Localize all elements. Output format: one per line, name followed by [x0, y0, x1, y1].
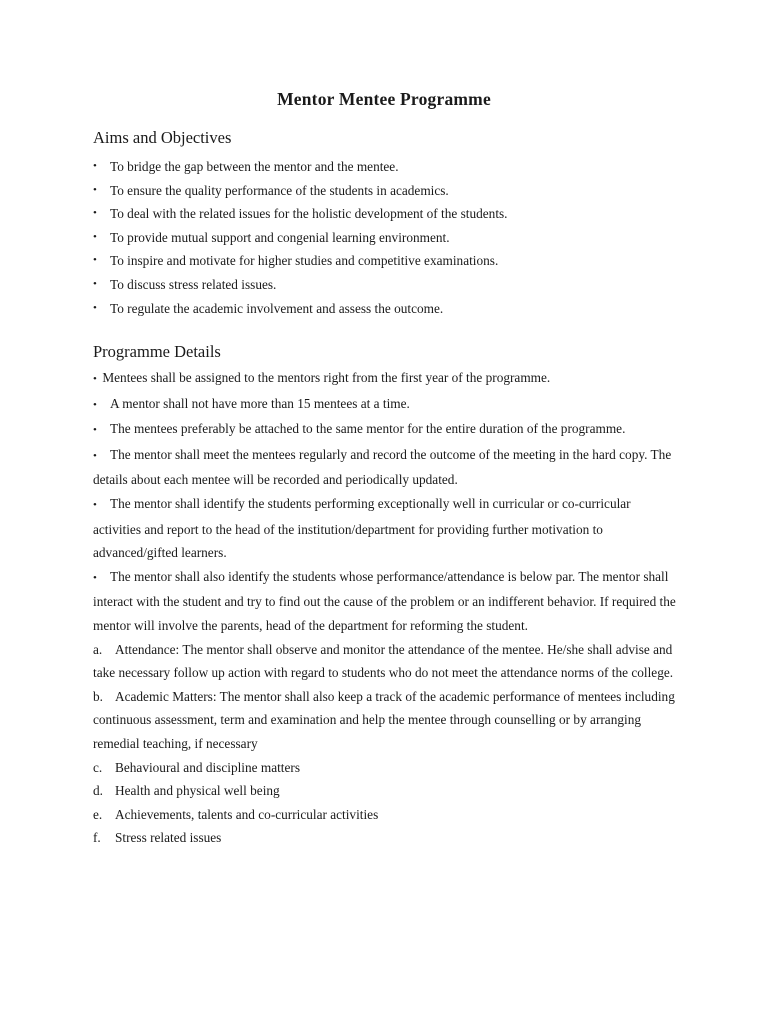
lettered-item-marker: f.: [93, 830, 101, 846]
aims-list-item: [93, 179, 693, 203]
aims-list-item: [93, 202, 693, 226]
bullet-icon: •: [93, 277, 97, 290]
lettered-item: [93, 685, 678, 756]
bullet-icon: •: [93, 449, 97, 462]
aims-item-text: To provide mutual support and congenial learning environment.: [110, 229, 450, 245]
aims-item-text: To regulate the academic involvement and assess the outcome.: [110, 300, 444, 316]
bullet-icon: •: [93, 398, 97, 411]
details-paragraph: [93, 366, 678, 392]
lettered-item-marker: d.: [93, 783, 103, 799]
aims-item-text: To bridge the gap between the mentor and the mentee.: [110, 159, 399, 174]
lettered-item-text: Attendance: The mentor shall observe and monitor the attendance of the mentee. He/she shall advise and take necessary follow up action with regard to students who do not meet the attendance norms of the college.: [93, 641, 674, 681]
aims-list-item: [93, 273, 693, 297]
aims-list-item: [93, 155, 693, 179]
aims-list-item: [93, 226, 693, 250]
bullet-icon: •: [93, 160, 97, 172]
bullet-icon: •: [93, 254, 97, 267]
bullet-icon: •: [93, 498, 97, 511]
lettered-item-text: Achievements, talents and co-curricular activities: [115, 806, 379, 822]
aims-list-item: [93, 297, 693, 321]
bullet-icon: •: [93, 424, 97, 437]
lettered-item-marker: e.: [93, 806, 103, 822]
bullet-icon: •: [93, 183, 97, 196]
lettered-item: [93, 826, 678, 850]
lettered-item-marker: a.: [93, 641, 103, 657]
details-paragraph-text: The mentor shall meet the mentees regularly and record the outcome of the meeting in the hard copy. The details about each mentee will be recorded and periodically updated.: [93, 446, 672, 488]
lettered-item-text: Stress related issues: [115, 830, 222, 846]
lettered-item: [93, 803, 678, 827]
aims-item-text: To inspire and motivate for higher studies and competitive examinations.: [110, 253, 499, 269]
aims-item-text: To discuss stress related issues.: [110, 276, 277, 292]
bullet-icon: •: [93, 207, 97, 220]
aims-heading: Aims and Objectives: [93, 128, 232, 147]
lettered-item: [93, 638, 678, 685]
lettered-item-text: Health and physical well being: [115, 783, 280, 799]
lettered-item-marker: c.: [93, 759, 103, 775]
aims-item-text: To deal with the related issues for the holistic development of the students.: [110, 206, 508, 222]
lettered-item: [93, 756, 678, 780]
details-paragraph-text: Mentees shall be assigned to the mentors right from the first year of the programme.: [102, 370, 551, 385]
bullet-icon: •: [93, 571, 97, 584]
lettered-item: [93, 779, 678, 803]
aims-item-text: To ensure the quality performance of the students in academics.: [110, 182, 449, 198]
details-paragraph: [93, 417, 678, 443]
document-title: Mentor Mentee Programme: [277, 89, 491, 109]
details-paragraph: [93, 492, 678, 565]
aims-list-item: [93, 249, 693, 273]
lettered-item-marker: b.: [93, 688, 103, 704]
lettered-item-text: Behavioural and discipline matters: [115, 759, 300, 775]
details-paragraph: [93, 392, 678, 418]
details-body: [93, 366, 678, 850]
details-paragraph-text: A mentor shall not have more than 15 mentees at a time.: [110, 395, 410, 411]
bullet-icon: •: [93, 230, 97, 243]
lettered-item-text: Academic Matters: The mentor shall also keep a track of the academic performance of mentees including continuous assessment, term and examination and help the mentee through counselling or by arranging remedial teaching, if necessary: [93, 688, 675, 751]
bullet-icon: •: [93, 373, 97, 385]
details-paragraph-text: The mentor shall also identify the students whose performance/attendance is below par. The mentor shall interact with the student and try to find out the cause of the problem or an indifferent behavior. If required the mentor will involve the parents, head of the department for reforming the student.: [93, 568, 676, 633]
details-paragraph-text: The mentor shall identify the students performing exceptionally well in curricular or co-curricular activities and report to the head of the institution/department for providing further motivation to advanced/gifted learners.: [93, 495, 631, 561]
details-heading: Programme Details: [93, 342, 221, 361]
details-paragraph: [93, 443, 678, 492]
details-paragraph-text: The mentees preferably be attached to the same mentor for the entire duration of the programme.: [110, 421, 626, 437]
bullet-icon: •: [93, 301, 97, 314]
details-paragraph: [93, 565, 678, 638]
aims-list: [93, 155, 693, 320]
